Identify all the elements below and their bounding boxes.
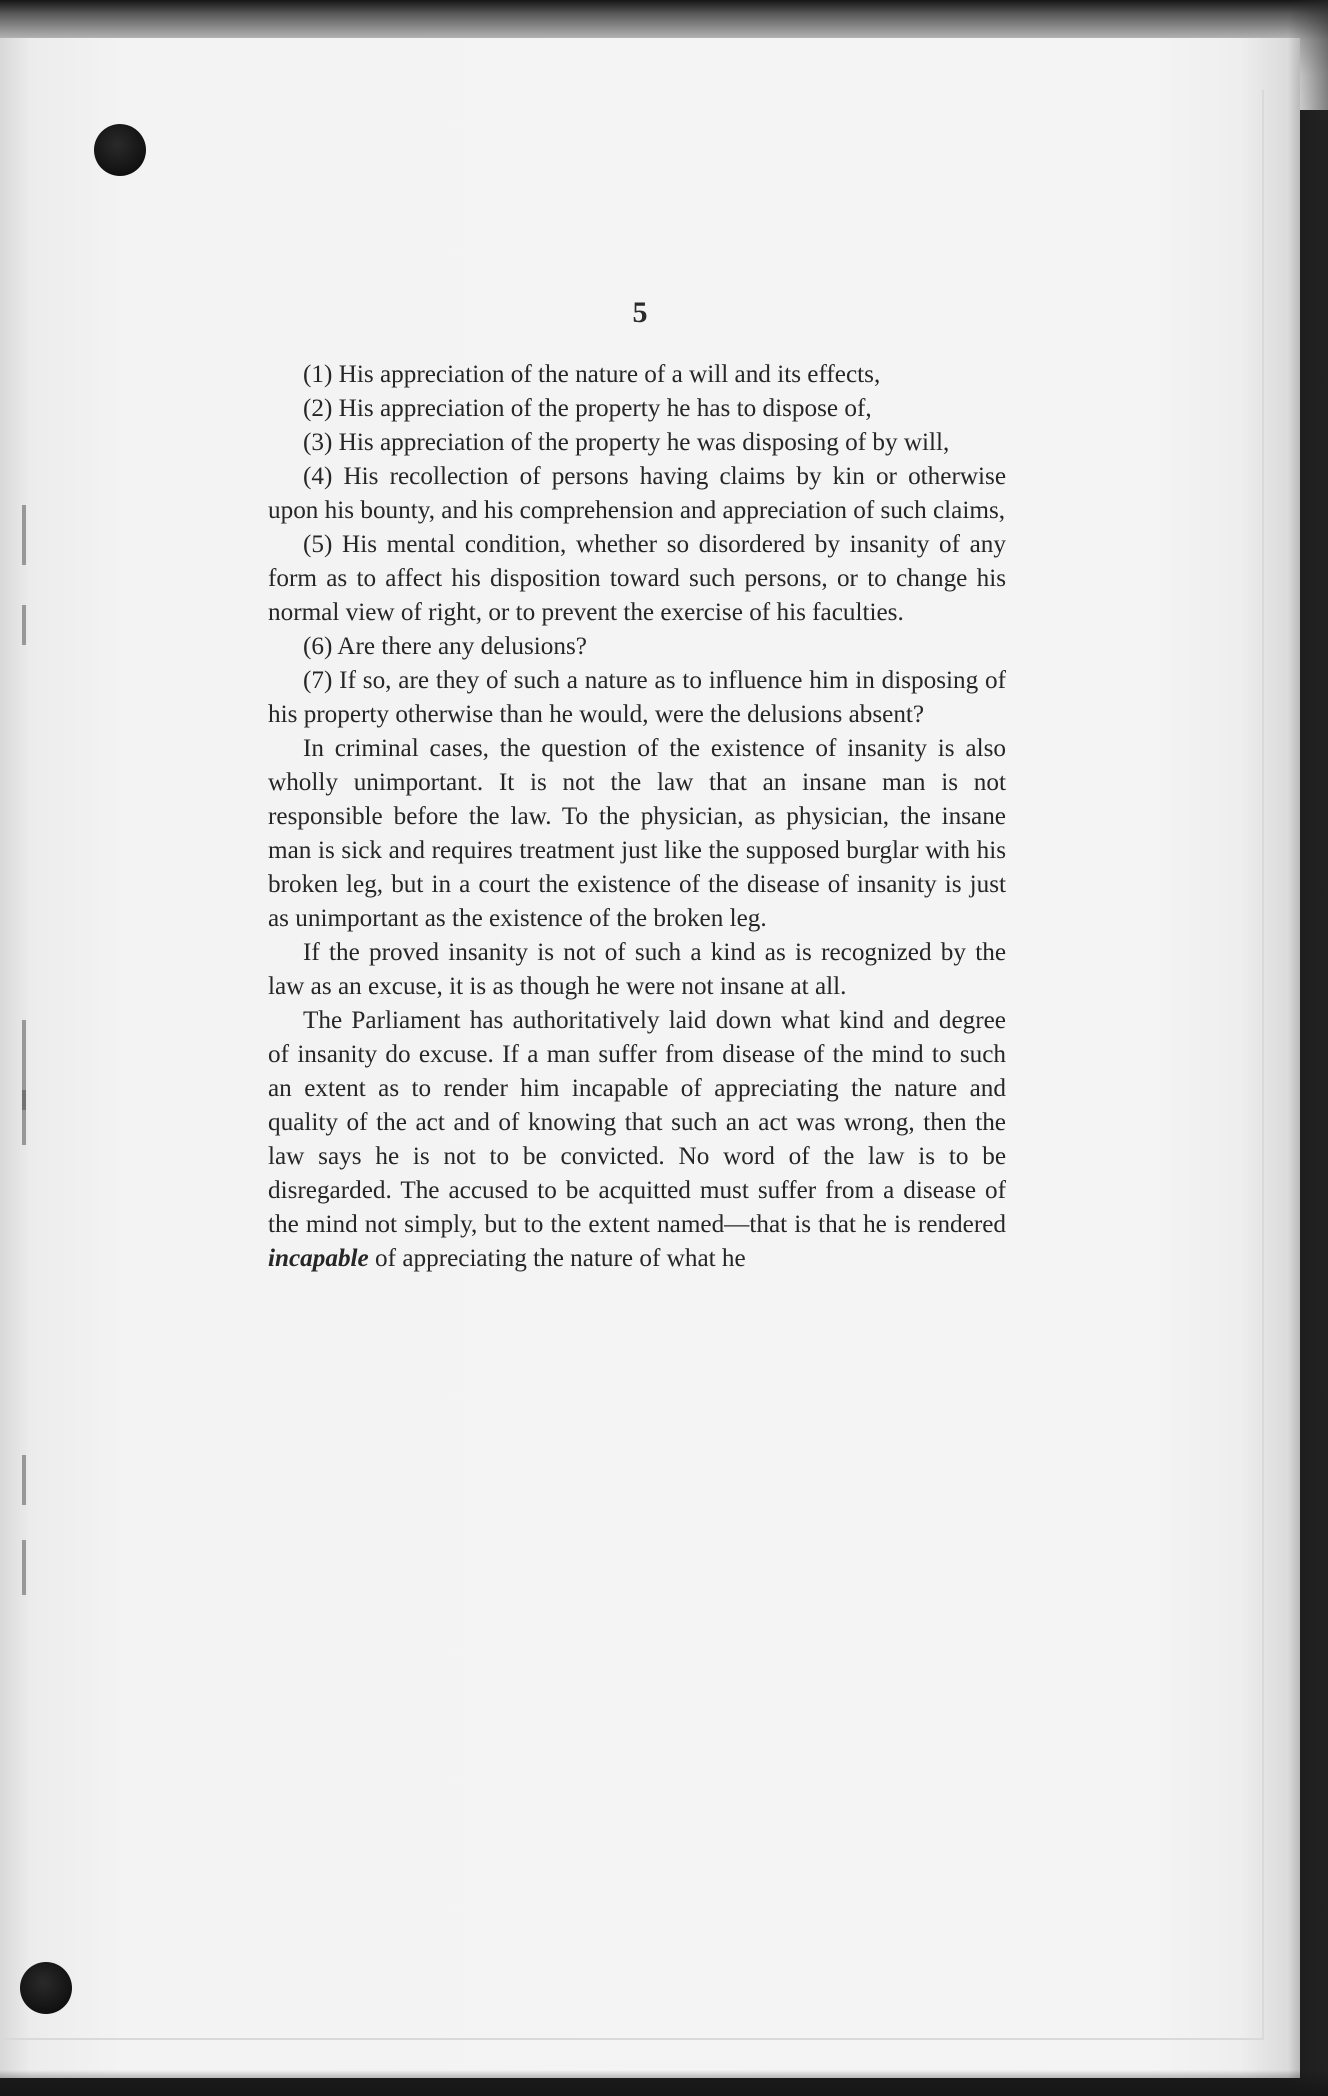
scan-bottom-shadow [0,2070,1328,2096]
paragraph-criminal-cases: In criminal cases, the question of the existence of insanity is also wholly unimportant. It is not the law that an insane man is not responsible before the law. To the physician, as physician, the insane man is sick and requires treatment just like the supposed burglar with his broken leg, but in a court the existence of the disease of insanity is just as unimportant as the existence of the broken leg. [268,735,1006,932]
punch-hole-bottom [20,1962,72,2014]
list-item-3: (3) His appreciation of the property he was disposing of by will, [303,429,950,456]
list-item-4: (4) His recollection of persons having claims by kin or otherwise upon his bounty, and his comprehension and appreciation of such claims, [268,463,1006,524]
list-item-7: (7) If so, are they of such a nature as to influence him in disposing of his property otherwise than he would, were the delusions absent? [268,667,1006,728]
list-item-6: (6) Are there any delusions? [303,633,587,660]
binding-mark [22,1455,26,1505]
body-text [268,358,1006,1276]
emphasis-incapable: incapable [268,1245,369,1272]
binding-mark [22,605,26,645]
binding-mark [22,505,26,565]
binding-mark [22,1090,26,1145]
page-number: 5 [632,296,648,329]
paragraph-parliament-text: The Parliament has authoritatively laid down what kind and degree of insanity do excuse. If a man suffer from disease of the mind to such an extent as to render him incapable of appreciating the nature and quality of the act and of knowing that such an act was wrong, then the law says he is not to be convicted. No word of the law is to be disregarded. The accused to be acquitted must suffer from a disease of the mind not simply, but to the extent named—that is that he is rendered [268,1007,1006,1238]
list-item-2: (2) His appreciation of the property he has to dispose of, [303,395,872,422]
binding-mark [22,1540,26,1595]
list-item-1: (1) His appreciation of the nature of a will and its effects, [303,361,881,388]
list-item-5: (5) His mental condition, whether so disordered by insanity of any form as to affect his disposition toward such persons, or to change his normal view of right, or to prevent the exercise of his faculties. [268,531,1006,626]
paragraph-parliament [268,1004,1006,1276]
paragraph-proved-insanity: If the proved insanity is not of such a kind as is recognized by the law as an excuse, it is as though he were not insane at all. [268,939,1006,1000]
punch-hole-top [94,124,146,176]
scan-right-shadow [1288,0,1328,2096]
paragraph-parliament-tail: of appreciating the nature of what he [368,1245,746,1272]
